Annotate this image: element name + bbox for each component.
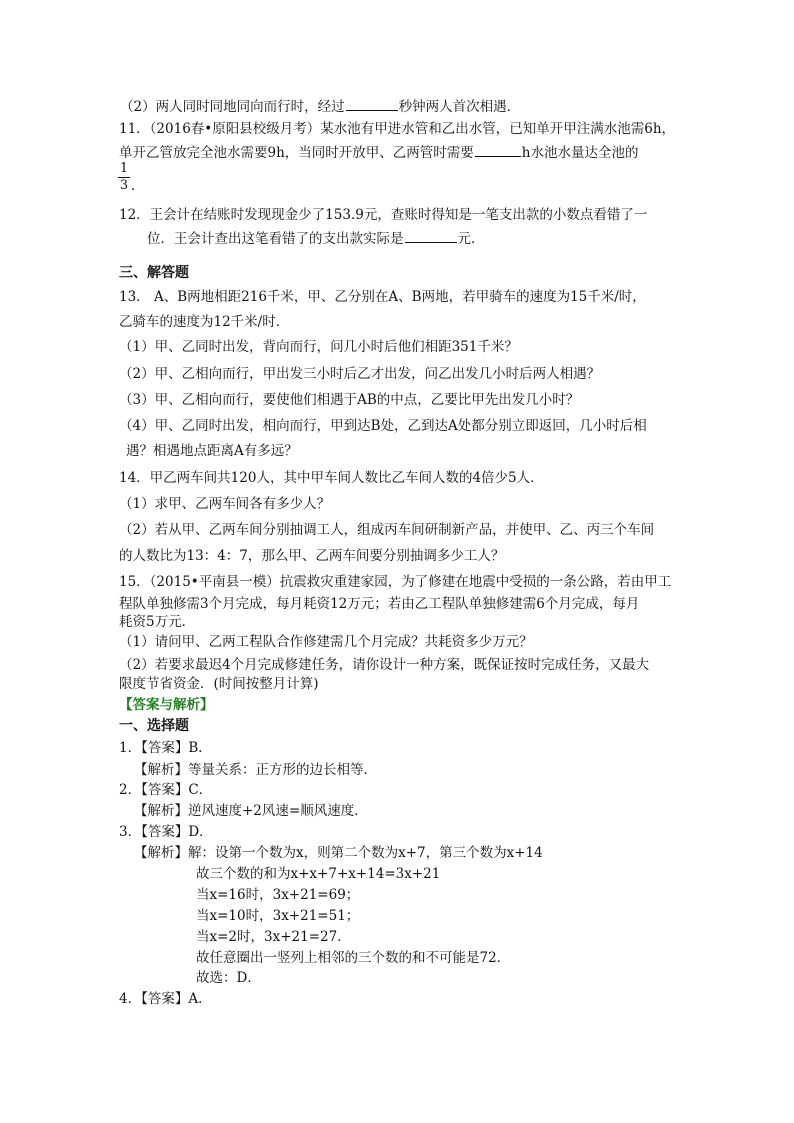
a3-step4: 当x=2时，3x+21=27． [196,929,351,945]
q13-part1: （1）甲、乙同时出发，背向而行，问几小时后他们相距351千米？ [119,339,518,355]
q11-line2-text-a: 单开乙管放完全池水需要9h，当同时开放甲、乙两管时需要 [119,145,474,161]
q10-part2-text-b: 秒钟两人首次相遇． [398,99,521,115]
a2-analysis: 【解析】逆风速度+2风速=顺风速度． [134,803,368,819]
q14-part2-line1: （2）若从甲、乙两车间分别抽调工人，组成丙车间研制新产品，并使甲、乙、丙三个车间 [119,522,655,538]
q12-blank [405,230,457,243]
a1-analysis: 【解析】等量关系：正方形的边长相等． [134,762,377,778]
q13-line2: 乙骑车的速度为12千米/时． [119,314,290,330]
q12-line2 [147,230,485,247]
q14-part2-line2: 的人数比为13：4：7，那么甲、乙两车间要分别抽调多少工人？ [119,548,505,564]
q13-part3: （3）甲、乙相向而行，要使他们相遇于AB的中点，乙要比甲先出发几小时？ [119,392,580,408]
a3-step2: 当x=16时，3x+21=69； [196,887,360,903]
q12-line2-text-a: 位．王会计查出这笔看错了的支出款实际是 [147,231,404,247]
q11-blank [475,144,521,157]
q15-line1: 15．（2015•平南县一模）抗震救灾重建家园，为了修建在地震中受损的一条公路，若由甲工 [119,574,672,590]
q15-part2-line2: 限度节省资金．(时间按整月计算) [119,676,319,692]
q11-fraction-numerator: 1 [119,161,129,176]
section-3-heading: 三、解答题 [119,265,189,281]
q15-line3: 耗资5万元． [119,614,196,630]
q10-blank [346,98,398,111]
q12-line1: 12．王会计在结账时发现现金少了153.9元，查账时得知是一笔支出款的小数点看错了一 [119,207,648,223]
q11-line1: 11．（2016春•原阳县校级月考）某水池有甲进水管和乙出水管，已知单开甲注满水池需6h， [119,121,676,137]
q15-part2-line1: （2）若要求最迟4个月完成修建任务，请你设计一种方案，既保证按时完成任务，又最大 [119,657,650,673]
a3-analysis: 【解析】解：设第一个数为x，则第二个数为x+7，第三个数为x+14 [134,845,543,861]
a3-step3: 当x=10时，3x+21=51； [196,908,360,924]
section-1-heading: 一、选择题 [119,718,189,734]
q14-part1: （1）求甲、乙两车间各有多少人？ [119,496,331,512]
q10-part2 [120,98,520,115]
a3-answer: 3．【答案】D． [119,824,213,840]
q13-line1: 13． A、B两地相距216千米，甲、乙分别在A、B两地，若甲骑车的速度为15千米/时， [119,289,646,305]
q13-part4-line1: （4）甲、乙同时出发，相向而行，甲到达B处，乙到达A处都分别立即返回，几小时后相 [119,418,647,434]
q10-part2-text-a: （2）两人同时同地同向而行时，经过 [120,99,345,115]
answers-heading: 【答案与解析】 [119,697,214,713]
q14-line1: 14．甲乙两车间共120人，其中甲车间人数比乙车间人数的4倍少5人． [119,470,544,486]
q15-line2: 程队单独修需3个月完成，每月耗资12万元；若由乙工程队单独修建需6个月完成，每月 [119,596,640,612]
a2-answer: 2．【答案】C． [119,782,213,798]
q11-fraction [118,162,130,193]
a4-answer: 4．【答案】A． [119,991,212,1007]
a3-step6: 故选：D． [196,970,261,986]
q11-fraction-tail: ． [131,178,145,194]
q11-line2-text-b: h水池水量达全池的 [521,145,639,161]
q13-part2: （2）甲、乙相向而行，甲出发三小时后乙才出发，问乙出发几小时后两人相遇？ [119,366,601,382]
q15-part1: （1）请问甲、乙两工程队合作修建需几个月完成？共耗资多少万元？ [119,634,533,650]
q11-line2 [119,144,639,161]
a1-answer: 1．【答案】B． [119,740,212,756]
a3-step5: 故任意圈出一竖列上相邻的三个数的和不可能是72． [196,950,511,966]
q12-line2-text-b: 元． [457,231,485,247]
q13-part4-line2: 遇？相遇地点距离A有多远？ [126,443,298,459]
a3-step1: 故三个数的和为x+x+7+x+14=3x+21 [196,866,441,882]
q11-fraction-denominator: 3 [119,178,129,193]
